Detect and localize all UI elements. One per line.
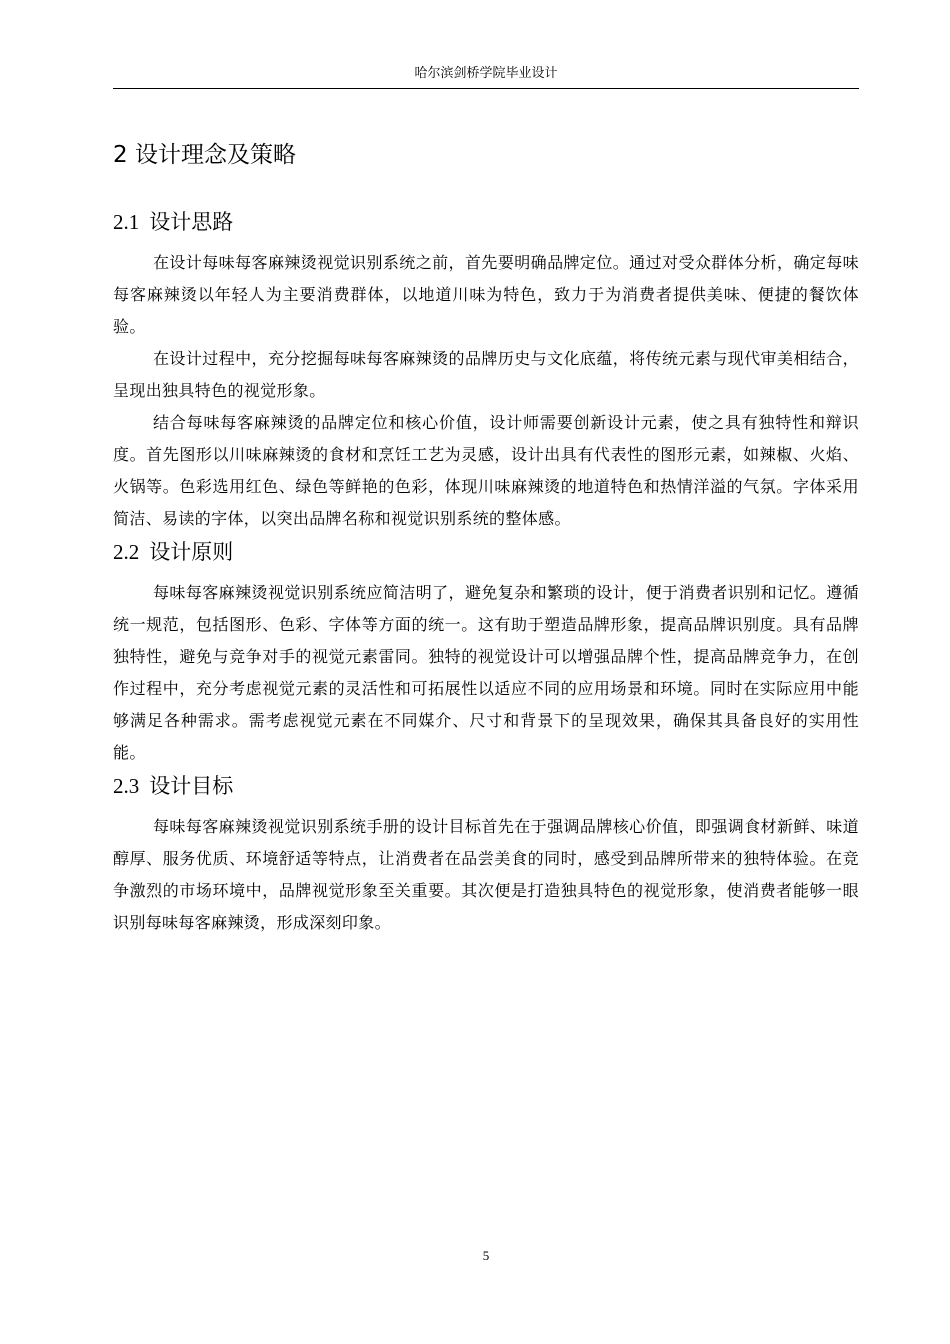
section-title: 设计目标 — [149, 774, 234, 798]
section-heading — [113, 207, 859, 237]
section-title: 设计原则 — [149, 540, 234, 564]
page-number: 5 — [482, 1248, 490, 1263]
paragraph: 每味每客麻辣烫视觉识别系统应简洁明了，避免复杂和繁琐的设计，便于消费者识别和记忆。遵循统一规范，包括图形、色彩、字体等方面的统一。这有助于塑造品牌形象，提高品牌识别度。具有品牌独特性，避免与竞争对手的视觉元素雷同。独特的视觉设计可以增强品牌个性，提高品牌竞争力，在创作过程中，充分考虑视觉元素的灵活性和可拓展性以适应不同的应用场景和环境。同时在实际应用中能够满足各种需求。需考虑视觉元素在不同媒介、尺寸和背景下的呈现效果，确保其具备良好的实用性能。 — [113, 583, 859, 762]
section-number: 2.3 — [113, 774, 140, 798]
document-body — [113, 140, 859, 941]
paragraph: 在设计过程中，充分挖掘每味每客麻辣烫的品牌历史与文化底蕴，将传统元素与现代审美相结合，呈现出独具特色的视觉形象。 — [113, 349, 859, 400]
section-heading — [113, 771, 859, 801]
section-title: 设计思路 — [149, 210, 234, 234]
paragraph: 在设计每味每客麻辣烫视觉识别系统之前，首先要明确品牌定位。通过对受众群体分析，确定每味每客麻辣烫以年轻人为主要消费群体，以地道川味为特色，致力于为消费者提供美味、便捷的餐饮体验。 — [113, 253, 859, 336]
section-number: 2.1 — [113, 210, 140, 234]
section-number: 2.2 — [113, 540, 140, 564]
section-heading — [113, 537, 859, 567]
paragraph: 结合每味每客麻辣烫的品牌定位和核心价值，设计师需要创新设计元素，使之具有独特性和辩识度。首先图形以川味麻辣烫的食材和烹饪工艺为灵感，设计出具有代表性的图形元素，如辣椒、火焰、火锅等。色彩选用红色、绿色等鲜艳的色彩，体现川味麻辣烫的地道特色和热情洋溢的气氛。字体采用简洁、易读的字体，以突出品牌名称和视觉识别系统的整体感。 — [113, 413, 859, 528]
section-2-3 — [113, 771, 859, 939]
chapter-heading: 2 设计理念及策略 — [113, 142, 296, 168]
section-2-1 — [113, 207, 859, 535]
paragraph: 每味每客麻辣烫视觉识别系统手册的设计目标首先在于强调品牌核心价值，即强调食材新鲜、味道醇厚、服务优质、环境舒适等特点，让消费者在品尝美食的同时，感受到品牌所带来的独特体验。在竞争激烈的市场环境中，品牌视觉形象至关重要。其次便是打造独具特色的视觉形象，使消费者能够一眼识别每味每客麻辣烫，形成深刻印象。 — [113, 817, 859, 932]
section-2-2 — [113, 537, 859, 769]
page-header: 哈尔滨剑桥学院毕业设计 — [414, 66, 558, 81]
header-divider — [113, 88, 859, 89]
